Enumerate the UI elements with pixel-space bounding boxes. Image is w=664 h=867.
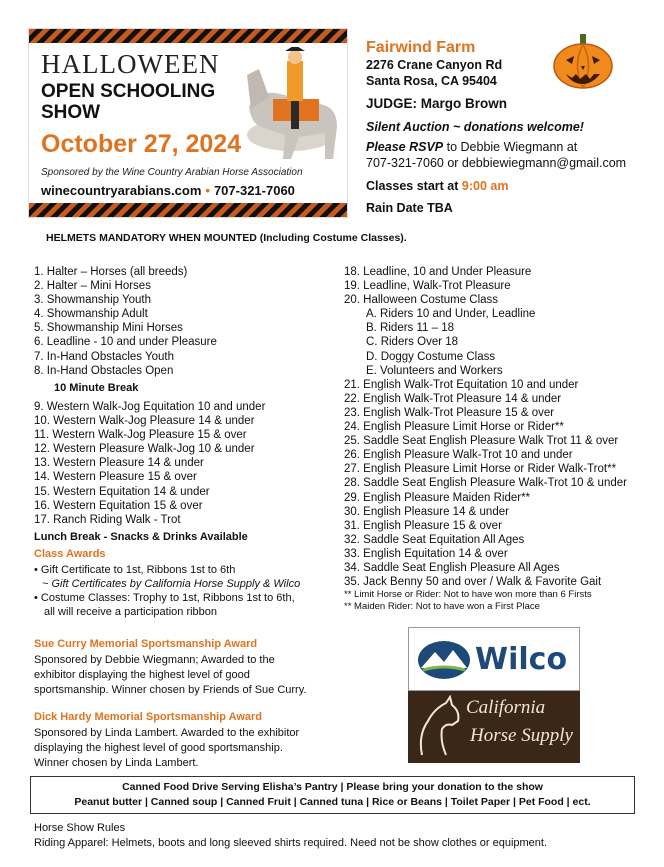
sue-line1: Sponsored by Debbie Wiegmann; Awarded to the (34, 654, 275, 666)
class-item: 18. Leadline, 10 and Under Pleasure (344, 266, 532, 278)
class-item: 20. Halloween Costume Class (344, 294, 499, 307)
riding-apparel-rule: Riding Apparel: Helmets, boots and long sleeved shirts required. Need not be show clothes or equipment. (34, 837, 548, 849)
class-item: ** Limit Horse or Rider: Not to have won more than 6 Firsts (344, 589, 592, 601)
class-item: 29. English Pleasure Maiden Rider** (344, 491, 531, 504)
banner-zigzag-top (29, 29, 348, 43)
food-drive-line2: Peanut butter | Canned soup | Canned Fruit | Canned tuna | Rice or Beans | Toilet Paper | Pet Food | ect. (74, 796, 591, 808)
sue-curry-award-text (34, 653, 349, 698)
costumed-horse-illustration (229, 47, 347, 167)
class-item: 3. Showmanship Youth (34, 294, 152, 307)
food-drive-box (30, 776, 635, 814)
rain-date: Rain Date TBA (366, 201, 453, 215)
sue-curry-award-heading: Sue Curry Memorial Sportsmanship Award (34, 638, 258, 650)
class-list-left-b (34, 400, 265, 527)
start-prefix: Classes start at (366, 179, 462, 193)
class-item: 10. Western Walk-Jog Pleasure 14 & under (34, 415, 255, 428)
sue-line3: sportsmanship. Winner chosen by Friends of Sue Curry. (34, 684, 307, 696)
class-item: 8. In-Hand Obstacles Open (34, 364, 174, 377)
class-item: 23. English Walk-Trot Pleasure 15 & over (344, 406, 555, 419)
rsvp-contact: 707-321-7060 or debbiewiegmann@gmail.com (366, 156, 627, 170)
chs-line1: California (466, 697, 546, 718)
banner-subtitle-line2: SHOW (41, 102, 101, 123)
silent-auction-note: Silent Auction ~ donations welcome! (366, 120, 584, 134)
class-item: E. Volunteers and Workers (366, 364, 503, 377)
rsvp-prefix: Please RSVP (366, 140, 444, 154)
class-item: 1. Halter – Horses (all breeds) (34, 266, 188, 278)
class-item: 6. Leadline - 10 and under Pleasure (34, 336, 217, 349)
class-item: 30. English Pleasure 14 & under (344, 505, 509, 518)
class-item: 14. Western Pleasure 15 & over (34, 471, 197, 484)
start-time-line (366, 179, 508, 193)
chs-line2: Horse Supply (470, 725, 573, 746)
food-drive-line1: Canned Food Drive Serving Elisha’s Pantry | Please bring your donation to the show (122, 781, 543, 793)
farm-name: Fairwind Farm (366, 39, 476, 56)
class-awards (34, 563, 334, 619)
class-item: 19. Leadline, Walk-Trot Pleasure (344, 280, 511, 293)
banner-phone: 707-321-7060 (213, 183, 295, 198)
class-item: 7. In-Hand Obstacles Youth (34, 350, 175, 363)
class-item: 22. English Walk-Trot Pleasure 14 & under (344, 392, 562, 405)
class-item: A. Riders 10 and Under, Leadline (366, 308, 536, 321)
class-item: 28. Saddle Seat English Pleasure Walk-Trot 10 & under (344, 477, 627, 490)
class-item: C. Riders Over 18 (366, 336, 459, 349)
awards-line4: all will receive a participation ribbon (44, 606, 218, 618)
show-rules-heading: Horse Show Rules (34, 822, 126, 834)
class-item: 21. English Walk-Trot Equitation 10 and under (344, 378, 579, 391)
sue-line2: exhibitor displaying the highest level of good (34, 669, 250, 681)
class-item: 26. English Pleasure Walk-Trot 10 and under (344, 449, 573, 462)
address-line2: Santa Rosa, CA 95404 (366, 74, 497, 88)
class-item: 17. Ranch Riding Walk - Trot (34, 513, 181, 526)
class-item: 24. English Pleasure Limit Horse or Rider** (344, 421, 564, 434)
banner-zigzag-bottom (29, 203, 348, 217)
class-item: 2. Halter – Mini Horses (34, 280, 151, 293)
banner-date: October 27, 2024 (41, 130, 242, 158)
banner-subtitle-line1: OPEN SCHOOLING (41, 81, 216, 102)
banner-website: winecountryarabians.com (41, 183, 202, 198)
california-horse-supply-logo (408, 691, 580, 763)
dick-hardy-award-heading: Dick Hardy Memorial Sportsmanship Award (34, 711, 263, 723)
class-item: 16. Western Equitation 15 & over (34, 499, 203, 512)
class-item: 27. English Pleasure Limit Horse or Rider Walk-Trot** (344, 463, 617, 476)
dick-hardy-award-text (34, 726, 349, 771)
ten-minute-break: 10 Minute Break (54, 382, 139, 394)
pumpkin-icon (552, 32, 614, 90)
banner-title: HALLOWEEN (41, 49, 220, 79)
event-banner (28, 28, 348, 218)
class-item: 5. Showmanship Mini Horses (34, 322, 183, 335)
class-item: 11. Western Walk-Jog Pleasure 15 & over (34, 429, 247, 442)
awards-line1: • Gift Certificate to 1st, Ribbons 1st to 6th (34, 564, 236, 576)
class-list-left-a (34, 265, 217, 378)
wilco-text: Wilco (475, 642, 568, 677)
judge-name: JUDGE: Margo Brown (366, 96, 508, 111)
class-item: 33. English Equitation 14 & over (344, 547, 508, 560)
class-item: 25. Saddle Seat English Pleasure Walk Trot 11 & over (344, 435, 619, 448)
class-item: 9. Western Walk-Jog Equitation 10 and under (34, 401, 266, 413)
dick-line1: Sponsored by Linda Lambert. Awarded to the exhibitor (34, 727, 300, 739)
banner-sponsor: Sponsored by the Wine Country Arabian Horse Association (41, 167, 303, 178)
class-item: 32. Saddle Seat Equitation All Ages (344, 533, 525, 546)
horse-head-icon (412, 695, 464, 759)
class-item: 13. Western Pleasure 14 & under (34, 457, 204, 470)
class-item: D. Doggy Costume Class (366, 350, 496, 363)
lunch-break: Lunch Break - Snacks & Drinks Available (34, 531, 248, 543)
class-item: 15. Western Equitation 14 & under (34, 485, 210, 498)
awards-line3: • Costume Classes: Trophy to 1st, Ribbons 1st to 6th, (34, 592, 295, 604)
class-item: 4. Showmanship Adult (34, 308, 148, 321)
awards-line2: ~ Gift Certificates by California Horse Supply & Wilco (42, 578, 301, 590)
rsvp-rest: to Debbie Wiegmann at (443, 140, 578, 154)
mountain-icon (417, 640, 471, 680)
class-item: 34. Saddle Seat English Pleasure All Ages (344, 561, 560, 574)
start-time: 9:00 am (461, 179, 509, 193)
banner-subtitle (41, 81, 231, 123)
class-item: ** Maiden Rider: Not to have won a First Place (344, 601, 540, 613)
banner-dot: • (205, 183, 210, 198)
class-item: 31. English Pleasure 15 & over (344, 519, 502, 532)
dick-line3: Winner chosen by Linda Lambert. (34, 757, 199, 769)
class-awards-heading: Class Awards (34, 548, 106, 560)
class-list-right (344, 265, 627, 613)
address-line1: 2276 Crane Canyon Rd (366, 58, 503, 72)
banner-contact (41, 183, 295, 198)
rsvp-line1 (366, 140, 577, 154)
dick-line2: displaying the highest level of good sportsmanship. (34, 742, 283, 754)
class-item: 35. Jack Benny 50 and over / Walk & Favorite Gait (344, 576, 602, 589)
wilco-logo (408, 627, 580, 691)
class-item: B. Riders 11 – 18 (366, 322, 455, 335)
class-item: 12. Western Pleasure Walk-Jog 10 & under (34, 443, 255, 456)
helmets-notice: HELMETS MANDATORY WHEN MOUNTED (Including Costume Classes). (46, 232, 407, 244)
